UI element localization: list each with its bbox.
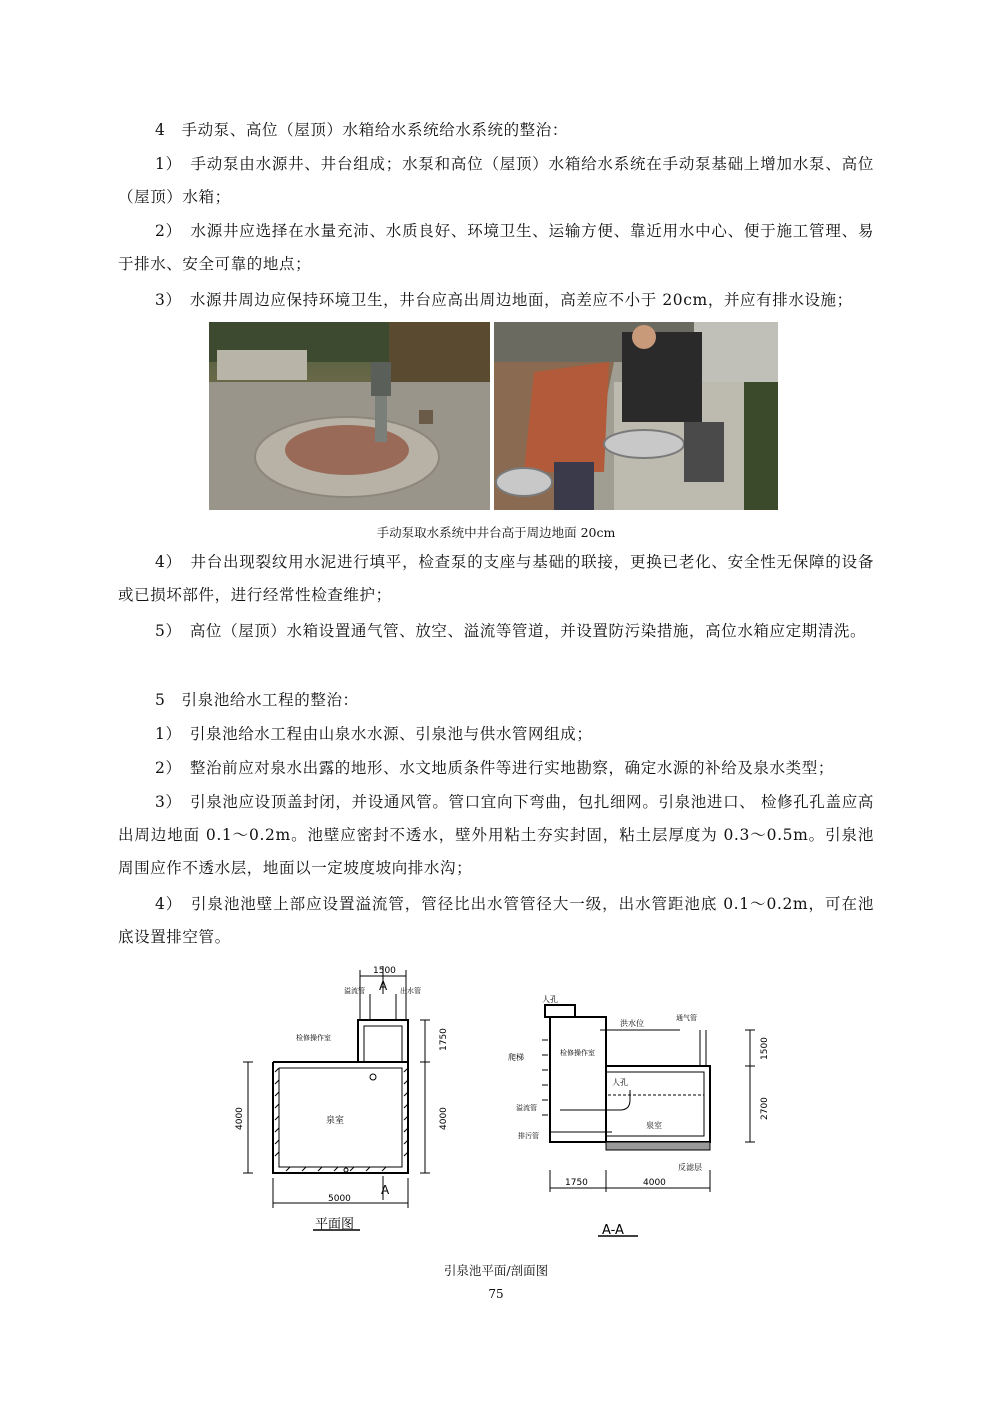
section-label-overflow: 溢流管: [516, 1104, 537, 1112]
construction-photo: [494, 322, 778, 510]
plan-dim-bottom: 5000: [328, 1194, 351, 1204]
section-label-ladder: 爬梯: [508, 1053, 524, 1062]
photo-caption: 手动泵取水系统中井台高于周边地面 20cm: [376, 525, 616, 540]
section-label-filter: 反滤层: [678, 1163, 702, 1172]
section-dim-h2: 2700: [760, 1097, 770, 1120]
plan-label-outlet: 出水管: [400, 987, 421, 995]
plan-dim-top: 1500: [373, 966, 396, 976]
section-dim-h1: 1500: [760, 1037, 770, 1060]
plan-section-mark-bottom: A: [381, 1183, 390, 1197]
section-label-manhole: 人孔: [612, 1078, 628, 1087]
plan-section-mark-top: A: [379, 979, 388, 993]
section-title: A-A: [602, 1223, 624, 1238]
spring-tank-drawing: [220, 960, 780, 1250]
paragraph-4-4: 4） 井台出现裂纹用水泥进行填平，检查泵的支座与基础的联接，更换已老化、安全性无保障的设备或已损坏部件，进行经常性检查维护；: [118, 553, 874, 604]
paragraph-4-2: 2） 水源井应选择在水量充沛、水质良好、环境卫生、运输方便、靠近用水中心、便于施工管理、易于排水、安全可靠的地点；: [118, 222, 874, 273]
paragraph-5-2: 2） 整治前应对泉水出露的地形、水文地质条件等进行实地勘察，确定水源的补给及泉水类型；: [155, 759, 834, 777]
plan-dim-right: 4000: [439, 1107, 449, 1130]
page-number: 75: [488, 1287, 504, 1301]
plan-dim-left: 4000: [235, 1107, 245, 1130]
plan-title: 平面图: [315, 1217, 355, 1232]
heading-4: 4 手动泵、高位（屋顶）水箱给水系统给水系统的整治：: [155, 121, 568, 139]
section-label-water-level: 洪水位: [620, 1019, 644, 1028]
section-label-drain: 排污管: [518, 1132, 539, 1140]
drawing-caption: 引泉池平面/剖面图: [443, 1263, 549, 1278]
section-label-manhole-top: 人孔: [542, 995, 558, 1004]
heading-5: 5 引泉池给水工程的整治：: [155, 691, 359, 709]
plan-label-overflow: 溢流管: [344, 987, 365, 995]
section-dim-w1: 1750: [565, 1178, 588, 1188]
well-platform-photo: [209, 322, 490, 510]
paragraph-5-4: 4） 引泉池池壁上部应设置溢流管，管径比出水管管径大一级，出水管距池底 0.1～0.2m，可在池底设置排空管。: [118, 895, 874, 946]
section-label-service-room: 检修操作室: [560, 1049, 595, 1057]
paragraph-4-5: 5） 高位（屋顶）水箱设置通气管、放空、溢流等管道，并设置防污染措施，高位水箱应定期清洗。: [155, 622, 867, 640]
paragraph-4-1: 1） 手动泵由水源井、井台组成；水泵和高位（屋顶）水箱给水系统在手动泵基础上增加水泵、高位（屋顶）水箱；: [118, 155, 874, 206]
paragraph-5-3: 3） 引泉池应设顶盖封闭，并设通风管。管口宜向下弯曲，包扎细网。引泉池进口、 检修孔孔盖应高出周边地面 0.1～0.2m。池壁应密封不透水，壁外用粘土夯实封固，粘土层厚度为 0.3～0.5m。引泉池周围应作不透水层，地面以一定坡度坡向排水沟；: [118, 793, 874, 877]
plan-dim-side: 1750: [439, 1028, 449, 1051]
section-dim-w2: 4000: [643, 1178, 666, 1188]
paragraph-5-1: 1） 引泉池给水工程由山泉水水源、引泉池与供水管网组成；: [155, 725, 593, 743]
section-label-spring-room: 泉室: [646, 1121, 662, 1130]
paragraph-4-3: 3） 水源井周边应保持环境卫生，井台应高出周边地面，高差应不小于 20cm，并应有排水设施；: [155, 291, 853, 309]
section-label-vent: 通气管: [676, 1014, 697, 1022]
plan-label-service-room: 检修操作室: [296, 1034, 331, 1042]
plan-view: [243, 966, 430, 1230]
plan-label-spring-room: 泉室: [326, 1116, 345, 1126]
